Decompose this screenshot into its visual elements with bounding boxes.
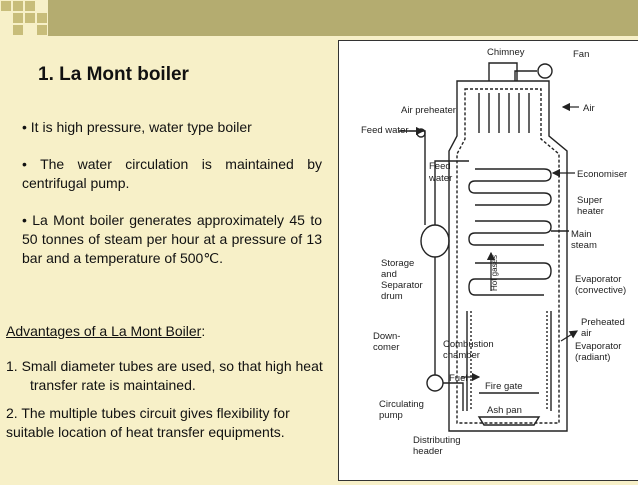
label-distributing-2: header xyxy=(413,446,443,457)
bullet-item: • The water circulation is maintained by centrifugal pump. xyxy=(22,156,322,191)
label-evap-conv-1: Evaporator xyxy=(575,274,622,285)
label-feed-center-1: Feed xyxy=(429,161,451,172)
label-fan: Fan xyxy=(573,49,590,60)
label-ash-pan: Ash pan xyxy=(487,405,522,416)
label-circ-pump-1: Circulating xyxy=(379,399,424,410)
label-combustion-2: chamber xyxy=(443,350,480,361)
label-main-steam-2: steam xyxy=(571,240,597,251)
label-evap-conv-2: (convective) xyxy=(575,285,627,296)
bullet-item: • La Mont boiler generates approximately 45 to 50 tonnes of steam per hour at a pressure of 13 bar and a temperature of 500℃. xyxy=(22,212,322,266)
label-storage-3: Separator xyxy=(381,280,423,291)
label-hot-gases: Hot gases xyxy=(490,254,499,291)
label-combustion-1: Combustion xyxy=(443,339,494,350)
label-distributing-1: Distributing xyxy=(413,435,461,446)
label-fuel: Fuel xyxy=(449,373,468,384)
label-super-1: Super xyxy=(577,195,603,206)
label-preheated-1: Preheated xyxy=(581,317,625,328)
label-preheated-2: air xyxy=(581,328,592,339)
label-storage-1: Storage xyxy=(381,258,415,269)
boiler-schematic xyxy=(339,41,638,480)
label-fire-gate: Fire gate xyxy=(485,381,523,392)
label-evap-rad-1: Evaporator xyxy=(575,341,622,352)
label-circ-pump-2: pump xyxy=(379,410,403,421)
advantages-heading-line xyxy=(6,322,336,341)
label-feed-center-2: water xyxy=(429,173,453,184)
advantages-heading-colon: : xyxy=(201,323,206,339)
advantages-section xyxy=(6,322,336,451)
advantages-heading: Advantages of a La Mont Boiler xyxy=(6,323,202,339)
bullet-item: • It is high pressure, water type boiler xyxy=(22,119,252,135)
label-main-steam-1: Main xyxy=(571,229,592,240)
top-banner-bar xyxy=(48,0,638,36)
label-super-2: heater xyxy=(577,206,604,217)
label-storage-2: and xyxy=(381,269,397,280)
advantage-item: 2. The multiple tubes circuit gives flexibility for suitable location of heat transfer equipments. xyxy=(6,405,290,440)
label-feed-water-left: Feed water xyxy=(361,125,409,136)
label-air: Air xyxy=(583,103,595,114)
slide-title: 1. La Mont boiler xyxy=(38,64,189,85)
la-mont-boiler-diagram xyxy=(338,40,638,481)
label-down-1: Down- xyxy=(373,331,401,342)
label-down-2: comer xyxy=(373,342,400,353)
label-evap-rad-2: (radiant) xyxy=(575,352,611,363)
label-chimney: Chimney xyxy=(487,47,525,58)
advantage-item: 1. Small diameter tubes are used, so that high heat transfer rate is maintained. xyxy=(6,358,323,393)
label-economiser: Economiser xyxy=(577,169,628,180)
label-air-preheater: Air preheater xyxy=(401,105,456,116)
bullet-list xyxy=(22,118,322,286)
label-storage-4: drum xyxy=(381,291,403,302)
